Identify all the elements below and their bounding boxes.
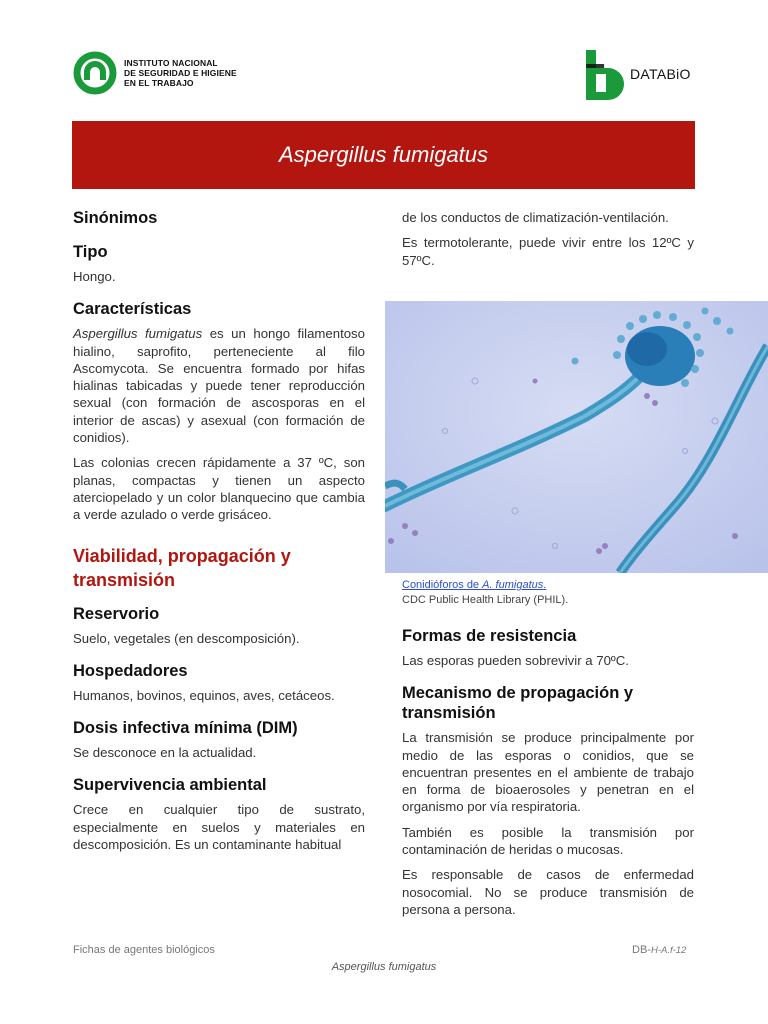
- left-column: [73, 208, 365, 867]
- formas-text: Las esporas pueden sobrevivir a 70ºC.: [402, 653, 629, 668]
- caption-link[interactable]: Conidióforos de A. fumigatus.: [402, 579, 547, 591]
- tipo-text: Hongo.: [73, 269, 116, 284]
- section-formas: [402, 626, 694, 669]
- mecanismo-p3: Es responsable de casos de enfermedad nosocomial. No se produce transmisión de persona a persona.: [402, 867, 694, 917]
- section-caracteristicas: [73, 299, 365, 523]
- title-banner: [72, 121, 695, 189]
- heading-mecanismo: Mecanismo de propagación y transmisión: [402, 684, 634, 723]
- section-sinonimos: [73, 208, 365, 228]
- heading-formas: Formas de resistencia: [402, 627, 577, 645]
- heading-hospedadores: Hospedadores: [73, 661, 188, 680]
- page-title: Aspergillus fumigatus: [278, 142, 489, 167]
- right-column-top: [402, 209, 694, 277]
- termotolerante-text: Es termotolerante, puede vivir entre los 12ºC y 57ºC.: [402, 235, 694, 268]
- caracteristicas-p2: Las colonias crecen rápidamente a 37 ºC, son planas, compactas y tienen un aspecto aterciopelado y un color blanquecino que cambia a verde azulado o verde grisáceo.: [73, 455, 365, 523]
- section-supervivencia: [73, 775, 365, 853]
- heading-caracteristicas: Características: [73, 300, 192, 319]
- image-caption: [402, 578, 568, 608]
- supervivencia-text: Crece en cualquier tipo de sustrato, especialmente en suelos y materiales en descomposición. Es un contaminante habitual: [73, 802, 365, 853]
- heading-tipo: Tipo: [73, 243, 108, 261]
- footer-code: DB-H-A.f-12: [632, 944, 687, 956]
- hospedadores-text: Humanos, bovinos, equinos, aves, cetáceos.: [73, 687, 335, 703]
- section-dim: [73, 718, 365, 761]
- mecanismo-p2: También es posible la transmisión por contaminación de heridas o mucosas.: [402, 824, 694, 858]
- section-hospedadores: [73, 661, 365, 704]
- heading-viabilidad: Viabilidad, propagación y transmisión: [73, 545, 291, 590]
- caracteristicas-p1: Aspergillus fumigatus es un hongo filamentoso hialino, saprofito, perteneciente al filo Ascomycota. Se encuentra formado por hifas hialinas tabicadas y puede tener reproducción sexual (con formación de ascosporas en el interior de ascas) y asexual (con formación de conidios).: [73, 326, 365, 446]
- caption-credit: CDC Public Health Library (PHIL).: [402, 594, 569, 606]
- reservorio-text: Suelo, vegetales (en descomposición).: [73, 630, 300, 646]
- heading-sinonimos: Sinónimos: [73, 209, 158, 227]
- heading-dim: Dosis infectiva mínima (DIM): [73, 719, 298, 738]
- contaminante-cont: de los conductos de climatización-ventilación.: [402, 210, 669, 225]
- footer-center: Aspergillus fumigatus: [331, 961, 437, 973]
- section-reservorio: [73, 604, 365, 647]
- species-name: Aspergillus fumigatus: [73, 326, 203, 342]
- dim-text: Se desconoce en la actualidad.: [73, 745, 257, 761]
- right-column-bottom: [402, 626, 694, 932]
- heading-supervivencia: Supervivencia ambiental: [73, 776, 267, 795]
- heading-reservorio: Reservorio: [73, 604, 160, 623]
- section-tipo: [73, 242, 365, 285]
- footer-left: Fichas de agentes biológicos: [73, 944, 215, 956]
- databio-label: DATABiO: [630, 66, 691, 82]
- section-mecanismo: [402, 683, 694, 918]
- micrograph-image: [385, 301, 768, 573]
- insht-name: INSTITUTO NACIONAL DE SEGURIDAD E HIGIENE EN EL TRABAJO: [124, 58, 237, 88]
- mecanismo-p1: La transmisión se produce principalmente por medio de las esporas o conidios, que se encuentran presentes en el ambiente de trabajo en forma de bioaerosoles y penetran en el organismo por vía respiratoria.: [402, 730, 694, 815]
